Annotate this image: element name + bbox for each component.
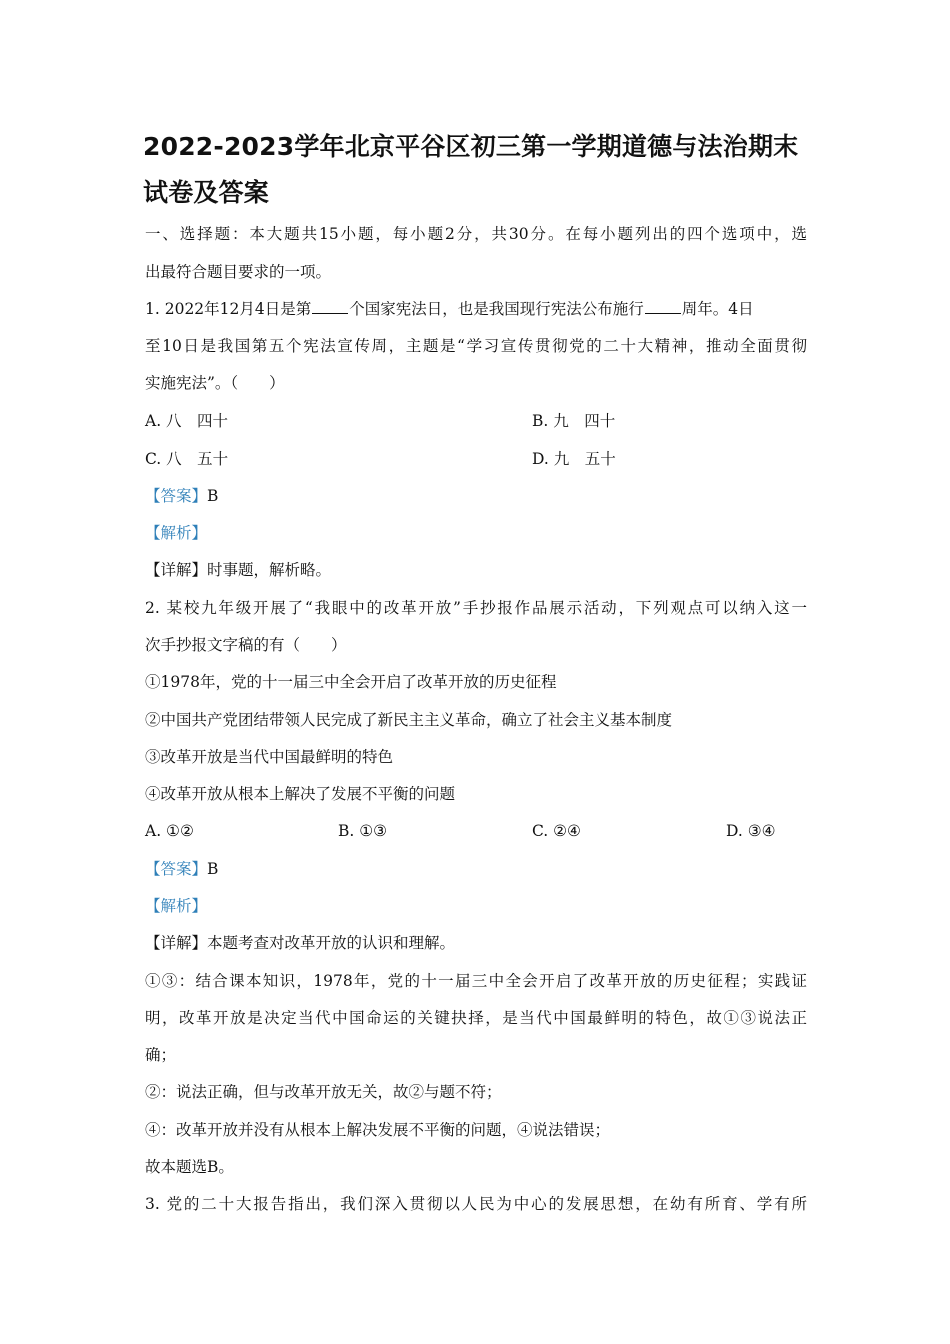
q2-explanation-line-2: 明，改革开放是决定当代中国命运的关键抉择，是当代中国最鲜明的特色，故①③说法正: [145, 1009, 807, 1027]
q2-answer: [145, 859, 218, 879]
q1-blank-2: [645, 299, 681, 314]
q2-answer-tag: 【答案】: [145, 860, 208, 878]
q2-analysis: [145, 896, 207, 916]
q2-stem-line-1: 2. 某校九年级开展了“我眼中的改革开放”手抄报作品展示活动，下列观点可以纳入这一: [145, 599, 807, 617]
q1-analysis-tag: 【解析】: [145, 524, 208, 542]
q1-stem-part-b: 个国家宪法日，也是我国现行宪法公布施行: [349, 300, 644, 318]
q2-option-a: A. ①②: [145, 822, 194, 840]
q2-item-3: ③改革开放是当代中国最鲜明的特色: [145, 748, 394, 766]
q1-detail: [145, 560, 331, 580]
q1-stem-part-c: 周年。4日: [681, 300, 754, 318]
q1-option-d: D. 九 五十: [532, 450, 616, 468]
q1-answer-value: B: [207, 487, 219, 505]
q3-stem-line-1: 3. 党的二十大报告指出，我们深入贯彻以人民为中心的发展思想，在幼有所育、学有所: [145, 1195, 807, 1213]
q2-item-4: ④改革开放从根本上解决了发展不平衡的问题: [145, 785, 456, 803]
q1-stem-line-1: [145, 299, 754, 319]
q2-explanation-line-1: ①③：结合课本知识，1978年，党的十一届三中全会开启了改革开放的历史征程；实践证: [145, 972, 807, 990]
q2-option-c: C. ②④: [532, 822, 581, 840]
q2-explanation-line-6: 故本题选B。: [145, 1158, 234, 1176]
q1-answer: [145, 486, 218, 506]
q1-detail-tag: 【详解】: [145, 561, 208, 579]
document-title: 2022-2023学年北京平谷区初三第一学期道德与法治期末试卷及答案: [143, 132, 799, 207]
section-intro-line-1: 一、选择题：本大题共15小题，每小题2分，共30分。在每小题列出的四个选项中，选: [145, 225, 807, 243]
q1-stem-line-3: 实施宪法”。（ ）: [145, 374, 285, 392]
q2-answer-value: B: [207, 860, 219, 878]
q2-explanation-line-3: 确；: [145, 1046, 177, 1064]
q2-explanation-line-5: ④：改革开放并没有从根本上解决发展不平衡的问题，④说法错误；: [145, 1121, 611, 1139]
q1-option-c: C. 八 五十: [145, 450, 229, 468]
q2-item-1: ①1978年，党的十一届三中全会开启了改革开放的历史征程: [145, 673, 557, 691]
q1-stem-part-a: 1. 2022年12月4日是第: [145, 300, 312, 318]
q2-analysis-tag: 【解析】: [145, 897, 208, 915]
q1-answer-tag: 【答案】: [145, 487, 208, 505]
q2-stem-line-2: 次手抄报文字稿的有（ ）: [145, 636, 347, 654]
q1-blank-1: [312, 299, 348, 314]
q1-analysis: [145, 523, 207, 543]
q1-detail-text: 时事题，解析略。: [207, 561, 332, 579]
q2-detail: [145, 933, 455, 953]
q2-item-2: ②中国共产党团结带领人民完成了新民主主义革命，确立了社会主义基本制度: [145, 711, 673, 729]
q2-option-b: B. ①③: [338, 822, 388, 840]
section-intro-line-2: 出最符合题目要求的一项。: [145, 263, 332, 281]
q1-stem-line-2: 至10日是我国第五个宪法宣传周，主题是“学习宣传贯彻党的二十大精神，推动全面贯彻: [145, 337, 807, 355]
q1-option-b: B. 九 四十: [532, 412, 616, 430]
q2-option-d: D. ③④: [726, 822, 776, 840]
q2-explanation-line-4: ②：说法正确，但与改革开放无关，故②与题不符；: [145, 1083, 502, 1101]
q1-option-a: A. 八 四十: [145, 412, 229, 430]
q2-detail-tag: 【详解】: [145, 934, 208, 952]
q2-detail-text: 本题考查对改革开放的认识和理解。: [207, 934, 456, 952]
